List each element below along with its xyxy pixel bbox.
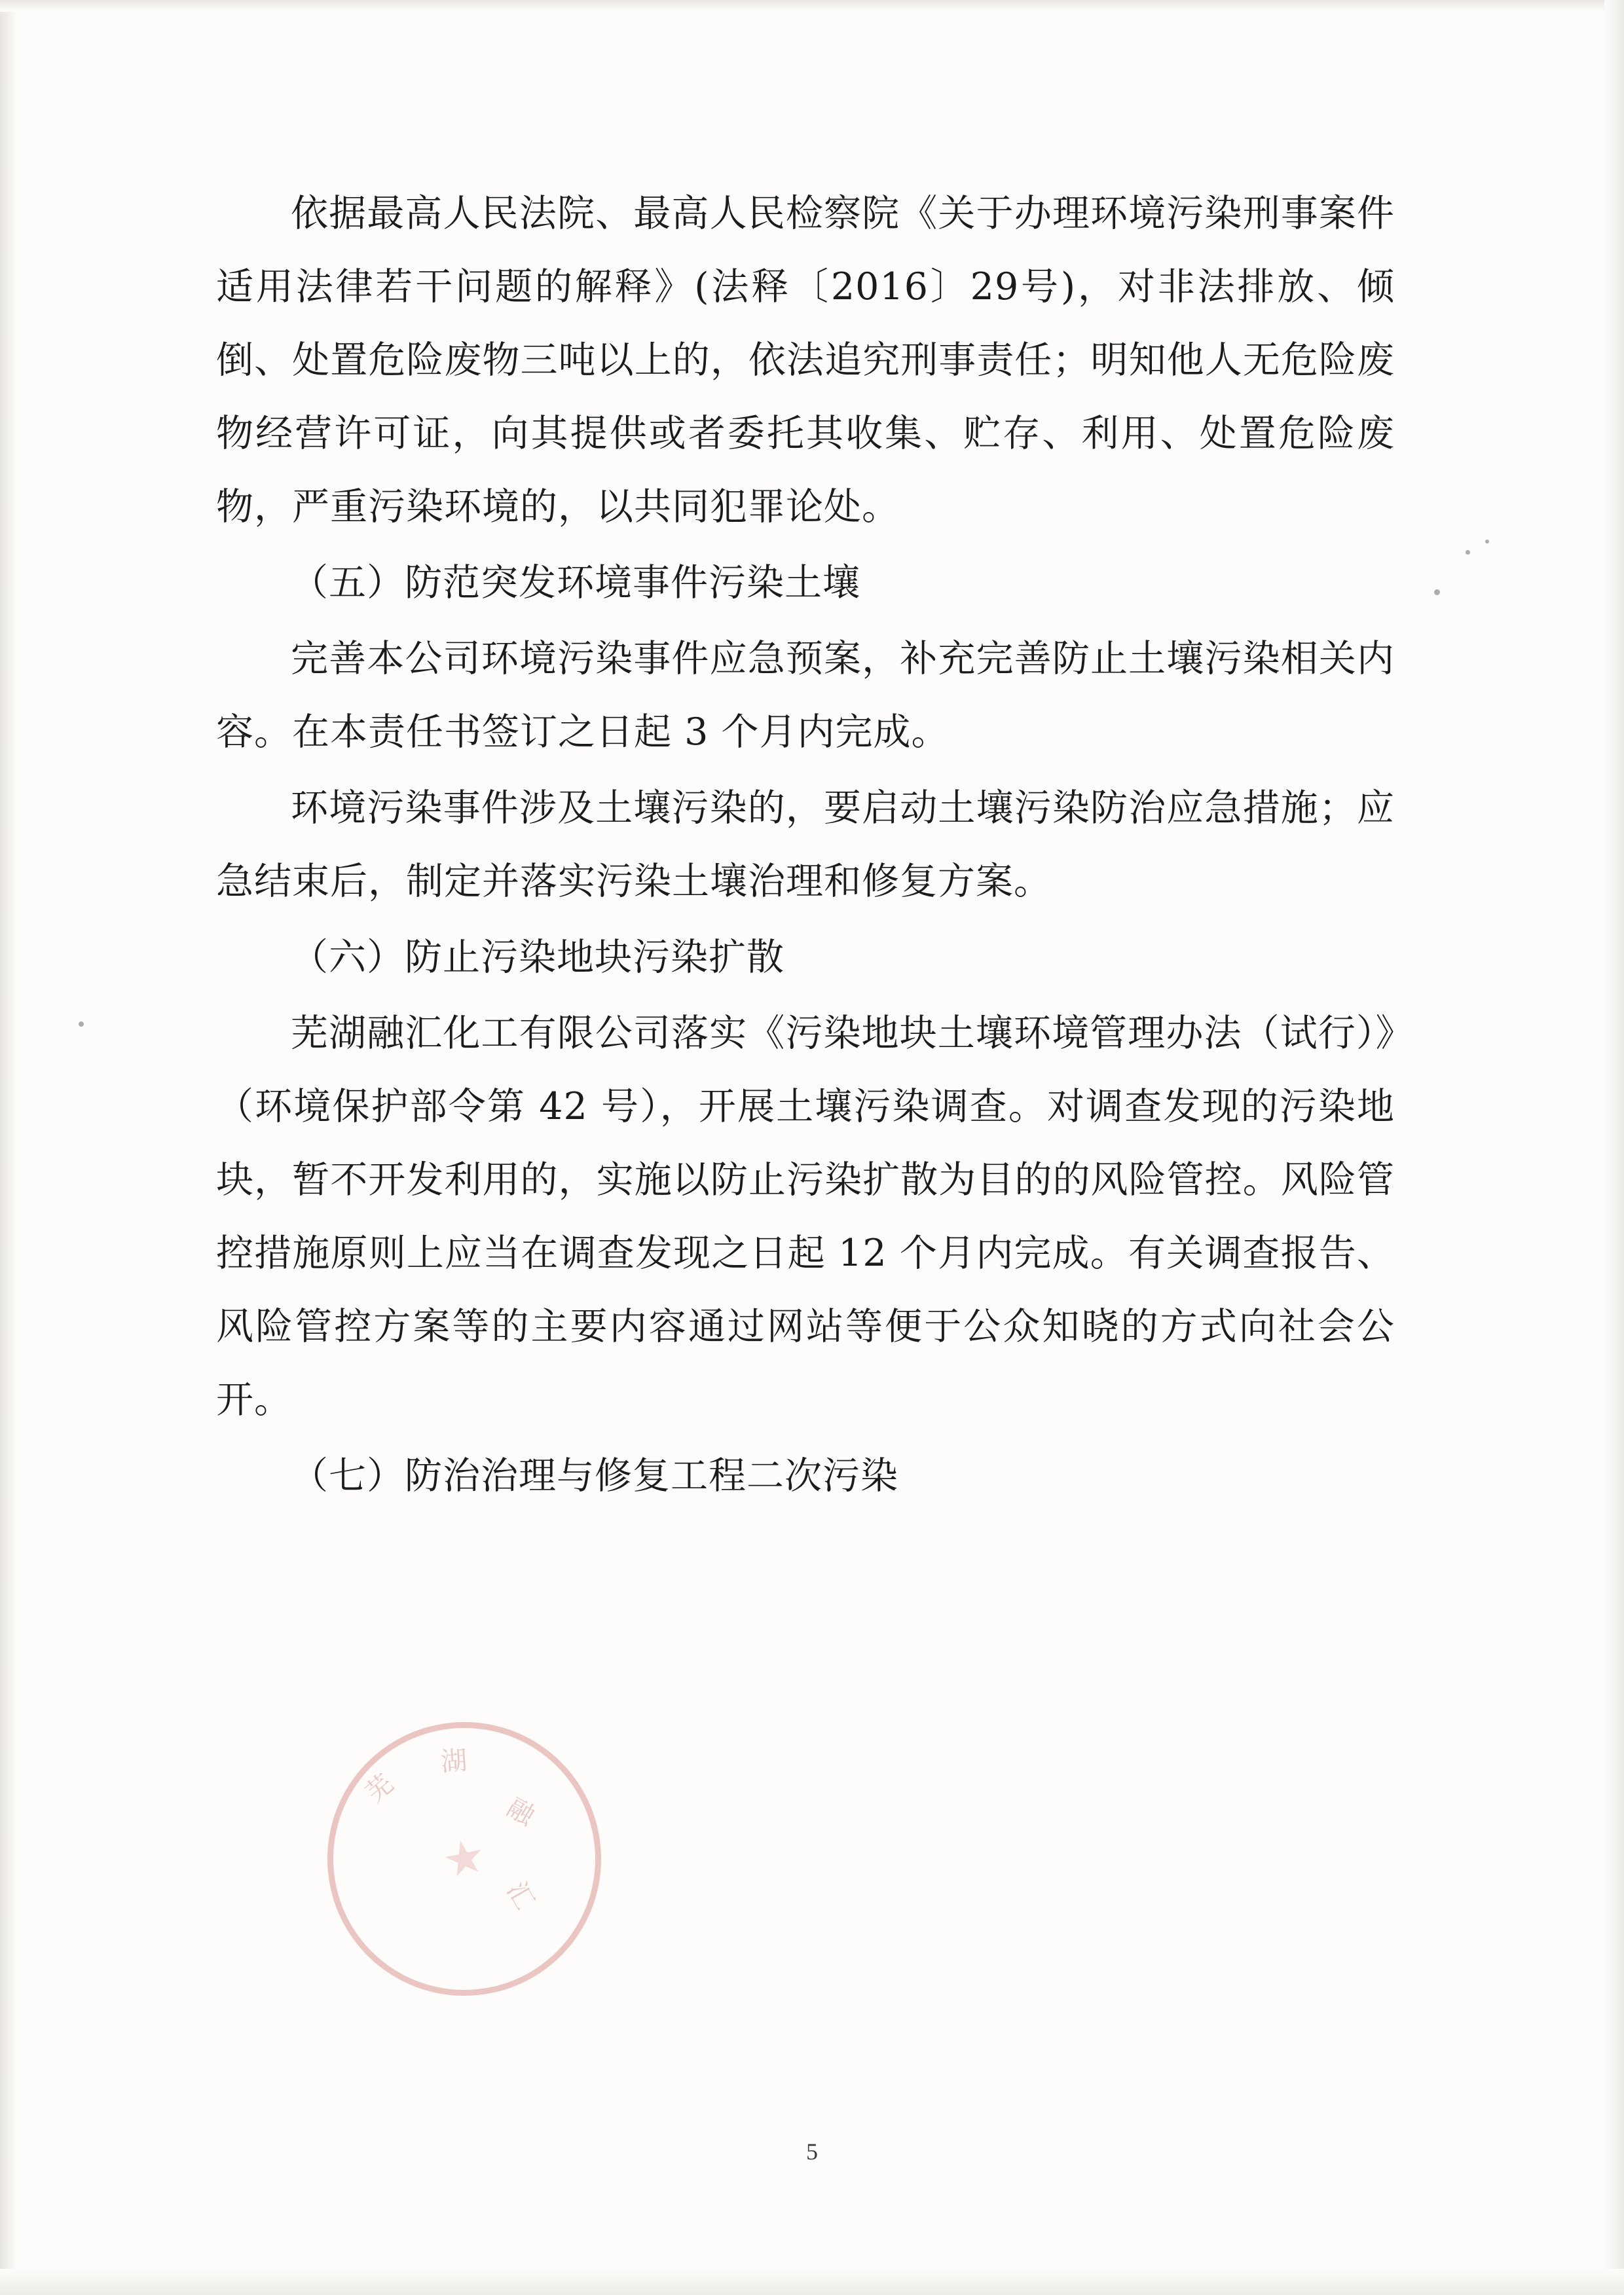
paper-edge-top xyxy=(0,0,1624,12)
ink-speck xyxy=(1466,550,1470,555)
document-body xyxy=(216,177,1395,1515)
section-heading-six: （六）防止污染地块污染扩散 xyxy=(291,936,784,979)
page-number: 5 xyxy=(806,2139,818,2165)
seal-text xyxy=(309,1704,619,2014)
seal-char: 芜 xyxy=(360,1764,405,1808)
paragraph-emergency-plan: 完善本公司环境污染事件应急预案，补充完善防止土壤污染相关内容。在本责任书签订之日起 3 个月内完成。 xyxy=(216,637,1395,754)
paragraph-legal-basis: 依据最高人民法院、最高人民检察院《关于办理环境污染刑事案件适用法律若干问题的解释》(法释〔2016〕29号)，对非法排放、倾倒、处置危险废物三吨以上的，依法追究刑事责任；明知他人无危险废物经营许可证，向其提供或者委托其收集、贮存、利用、处置危险废物，严重污染环境的，以共同犯罪论处。 xyxy=(216,192,1395,528)
ink-speck xyxy=(1485,540,1489,543)
section-heading-seven: （七）防治治理与修复工程二次污染 xyxy=(291,1454,898,1497)
ink-speck xyxy=(79,1021,84,1027)
seal-char: 融 xyxy=(502,1792,545,1835)
paragraph-emergency-measures: 环境污染事件涉及土壤污染的，要启动土壤污染防治应急措施；应急结束后，制定并落实污染土壤治理和修复方案。 xyxy=(216,786,1395,903)
seal-char: 汇 xyxy=(500,1877,544,1920)
paper-edge-right xyxy=(1604,0,1624,2295)
company-seal-impression xyxy=(302,1697,627,2021)
paragraph-contaminated-site: 芜湖融汇化工有限公司落实《污染地块土壤环境管理办法（试行）》（环境保护部令第 42 号），开展土壤污染调查。对调查发现的污染地块，暂不开发利用的，实施以防止污染扩散为目的的风险管控。风险管控措施原则上应当在调查发现之日起 12 个月内完成。有关调查报告、风险管控方案等的主要内容通过网站等便于公众知晓的方式向社会公开。 xyxy=(216,1012,1395,1422)
ink-speck xyxy=(1434,589,1440,595)
section-heading-five: （五）防范突发环境事件污染土壤 xyxy=(291,561,860,604)
seal-char: 湖 xyxy=(439,1745,475,1778)
paper-edge-bottom xyxy=(0,2269,1624,2295)
paper-edge-left xyxy=(0,0,17,2295)
